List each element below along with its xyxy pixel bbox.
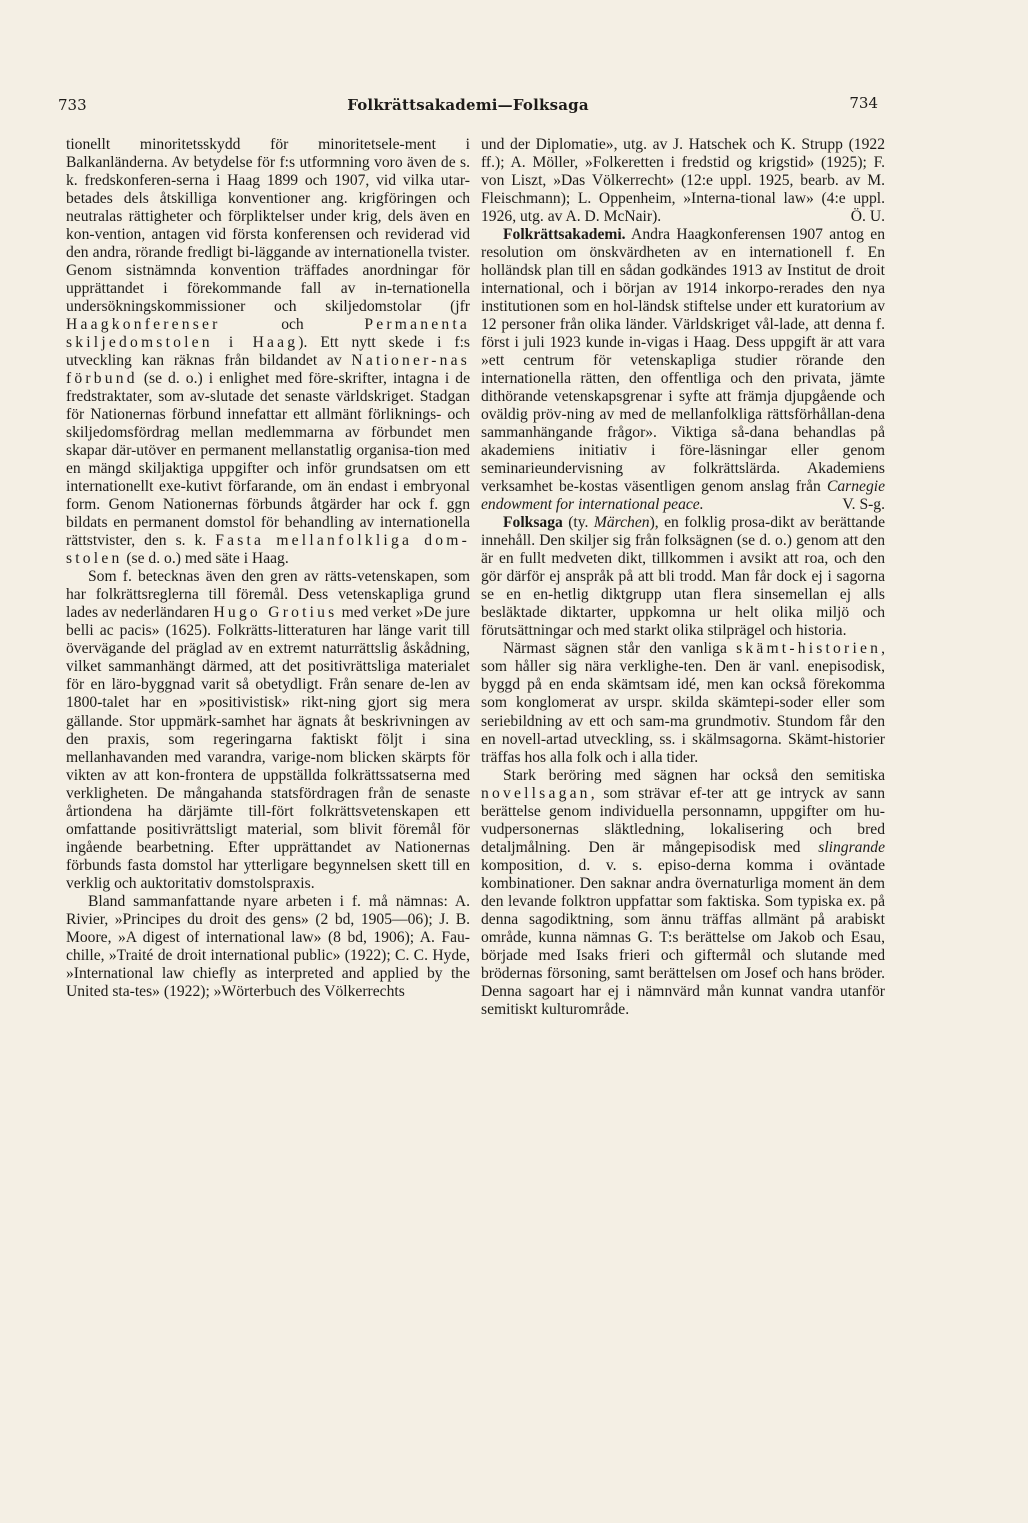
author-signature: Ö. U. <box>850 208 885 226</box>
text-run: und der Diplomatie», utg. av J. Hatschek och K. Strupp (1922 ff.); A. Möller, »Folkeretten i fredstid og krigstid» (1925); F. von Liszt, »Das Völkerrecht» (12:e uppl. 1925, bearb. av M. Fleischmann); L. Oppenheim, »Interna-tional law» (4:e uppl. 1926, utg. av A. D. McNair). <box>481 136 885 226</box>
spaced-term: skämt-historien <box>736 640 882 658</box>
paragraph-literature-cont <box>481 136 885 226</box>
text-run: och <box>220 316 365 334</box>
author-signature: V. S-g. <box>842 496 885 514</box>
text-run: Som f. betecknas även den gren av rätts-vetenskapen, som har folkrättsreglerna till föremål. Dess vetenskapliga grund lades av nederländaren <box>66 568 470 622</box>
cross-reference: Haagkonferenser <box>66 316 221 334</box>
entry-headword: Folkrättsakademi. <box>503 226 626 244</box>
spaced-term: novellsagan <box>481 784 591 802</box>
entry-headword: Folksaga <box>503 514 563 532</box>
cross-reference: Nationer-nas förbund <box>66 352 470 388</box>
text-run: (se d. o.) i enlighet med före-skrifter, intagna i de fredstraktater, som av-slutade det senaste världskriget. Stadgan för Nationernas förbund innefattar ett allmänt förliknings- och skiljedomsfördrag mellan medlemmarna av förbundet men skapar där-utöver en permanent mellanstatlig organisa-tion med en mängd skiljaktiga uppgifter och inför grundsatsen om ett internationellt exe-kutivt förfarande, om än endast i embryonal form. Genom Nationernas förbunds åtgärder har ock f. ggn bildats en permanent domstol för behandling av internationella rättstvister, den s. k. <box>66 370 470 550</box>
paragraph-minority-protection <box>66 136 470 568</box>
cross-reference: Fasta mellanfolkliga dom-stolen <box>66 532 470 568</box>
entry-folkrattsakademi <box>481 226 885 514</box>
text-run: , som strävar ef-ter att ge intryck av sann berättelse genom individuella personnamn, uppgifter om hu-vudpersonernas släktledning, lokalisering och bred detaljmålning. Den är mångepisodisk med <box>481 784 885 856</box>
paragraph-science <box>66 568 470 892</box>
text-run: (ty. <box>562 514 594 532</box>
italic-run: Märchen <box>593 514 650 532</box>
italic-run: Carnegie endowment for international peace. <box>481 478 885 514</box>
text-run: Stark beröring med sägnen har också den semitiska <box>503 766 885 784</box>
cross-reference: Permanenta skiljedomstolen i Haag <box>66 316 470 352</box>
paragraph-literature: Bland sammanfattande nyare arbeten i f. må nämnas: A. Rivier, »Principes du droit des gens» (2 bd, 1905—06); J. B. Moore, »A digest of international law» (8 bd, 1906); A. Fau-chille, »Traité de droit international public» (1922); C. C. Hyde, »International law chiefly as interpreted and applied by the United sta-tes» (1922); »Wörterbuch des Völkerrechts <box>66 892 470 1000</box>
page-header <box>58 94 878 124</box>
text-run: tionellt minoritetsskydd för minoritetsele-ment i Balkanländerna. Av betydelse för f:s utformning voro även de s. k. fredskonferen-serna i Haag 1899 och 1907, vid vilka utar-betades dels åtskilliga konventioner ang. krigföringen och neutralas rättigheter och förpliktelser under krig, dels även en kon-vention, antagen vid första konferensen och reviderad vid den andra, rörande fredligt bi-läggande av internationella tvister. Genom sistnämnda konvention träffades anordningar för upprättandet i förekommande fall av in-ternationella undersökningskommissioner och skiljedomstolar (jfr <box>66 136 470 316</box>
person-name: Hugo Grotius <box>213 604 338 622</box>
text-run: , som håller sig nära verklighe-ten. Den är vanl. enepisodisk, byggd på en enda skämtsam idé, men kan också förekomma som konglomerat av urspr. skilda skämtepi-soder eller som seriebildning av ett och sam-ma grundmotiv. Stundom får den en novell-artad utveckling, ss. i skälmsagorna. Skämt-historier träffas hos alla folk och i alla tider. <box>481 640 885 766</box>
text-run: ). Ett nytt skede i f:s utveckling kan räknas från bildandet av <box>66 334 471 370</box>
text-run: med verket »De jure belli ac pacis» (1625). Folkrätts-litteraturen har länge varit till övervägande del präglad av en extremt naturrättslig åskådning, vilket sammanhängt därmed, att det positivrättsliga materialet för en läro-byggnad varit så obetydligt. Från senare de-len av 1800-talet har en »positivistisk» rikt-ning gjort sig mera gällande. Stor uppmärk-samhet har ägnats åt beskrivningen av den praxis, som regeringarna faktiskt följt i sina mellanhavanden med varandra, varige-nom blicken skärpts för vikten av att kon-frontera de uppställda folkrättssatserna med verkligheten. De mångahanda statsfördragen från de senaste årtiondena ha därjämte till-fört folkrättsvetenskapen ett omfattande positivrättsligt material, som blivit föremål för ingående bearbetning. Efter upprättandet av Nationernas förbunds fasta domstol har ytterligare begynnelsen skett till en verklig och auktoritativ domstolspraxis. <box>66 604 470 892</box>
italic-run: slingrande <box>818 838 885 856</box>
running-title: Folkrättsakademi—Folksaga <box>347 96 589 114</box>
page-number-right: 734 <box>849 94 878 112</box>
text-run: ), en folklig prosa-dikt av berättande innehåll. Den skiljer sig från folksägnen (se d. o.) genom att den är en fullt medveten dikt, tillkommen i avsikt att roa, och den gör därför ej anspråk på att bli trodd. Man får dock ej i sagorna se en en-hetlig diktgrupp utan flera sinsemellan ej alls besläktade diktarter, uppkomna ur helt olika miljö och förutsättningar och med starkt olika stilprägel och historia. <box>481 514 885 640</box>
text-run: Närmast sägnen står den vanliga <box>503 640 737 658</box>
left-column <box>66 136 470 1001</box>
paragraph-skamthistorien <box>481 640 885 766</box>
text-run: (se d. o.) med säte i Haag. <box>122 550 289 568</box>
right-column <box>481 136 885 1019</box>
text-run: komposition, d. v. s. episo-derna komma i oväntade kombinationer. Den saknar andra övernaturliga moment än dem den levande folktron uppfattar som faktiska. Som typiska ex. på denna sagodiktning, som ännu träffas allmänt på arabiskt område, kunna nämnas G. T:s berättelse om Jakob och Esau, började med Isaks frieri och giftermål och slutande med brödernas försoning, samt berättelsen om Josef och hans bröder. Denna sagoart har ej i nämnvärd mån kunnat vandra utanför semitiskt kulturområde. <box>481 856 885 1018</box>
page-number-left: 733 <box>58 96 87 114</box>
paragraph-novellsagan <box>481 767 885 1019</box>
entry-folksaga <box>481 514 885 640</box>
text-run: Andra Haagkonferensen 1907 antog en resolution om önskvärdheten av en internationell f. En holländsk plan till en sådan godkändes 1913 av Institut de droit international, och i början av 1914 inkorpo-rerades den nya institutionen som en hol-ländsk stiftelse under ett kuratorium av 12 personer från olika länder. Världskriget vål-lade, att denna f. först i juli 1923 kunde in-vigas i Haag. Dess uppgift är att vara »ett centrum för vetenskapliga studier rörande den internationella rätten, den offentliga och den privata, jämte dithörande vetenskapsgrenar i syfte att främja djupgående och oväldig pröv-ning av med de mellanfolkliga rättsförhållan-dena sammanhängande frågor». Viktiga så-dana behandlas på akademiens initiativ i före-läsningar eller genom seminarieundervisning av folkrättslärda. Akademiens verksamhet be-kostas väsentligen genom anslag från <box>481 226 885 496</box>
